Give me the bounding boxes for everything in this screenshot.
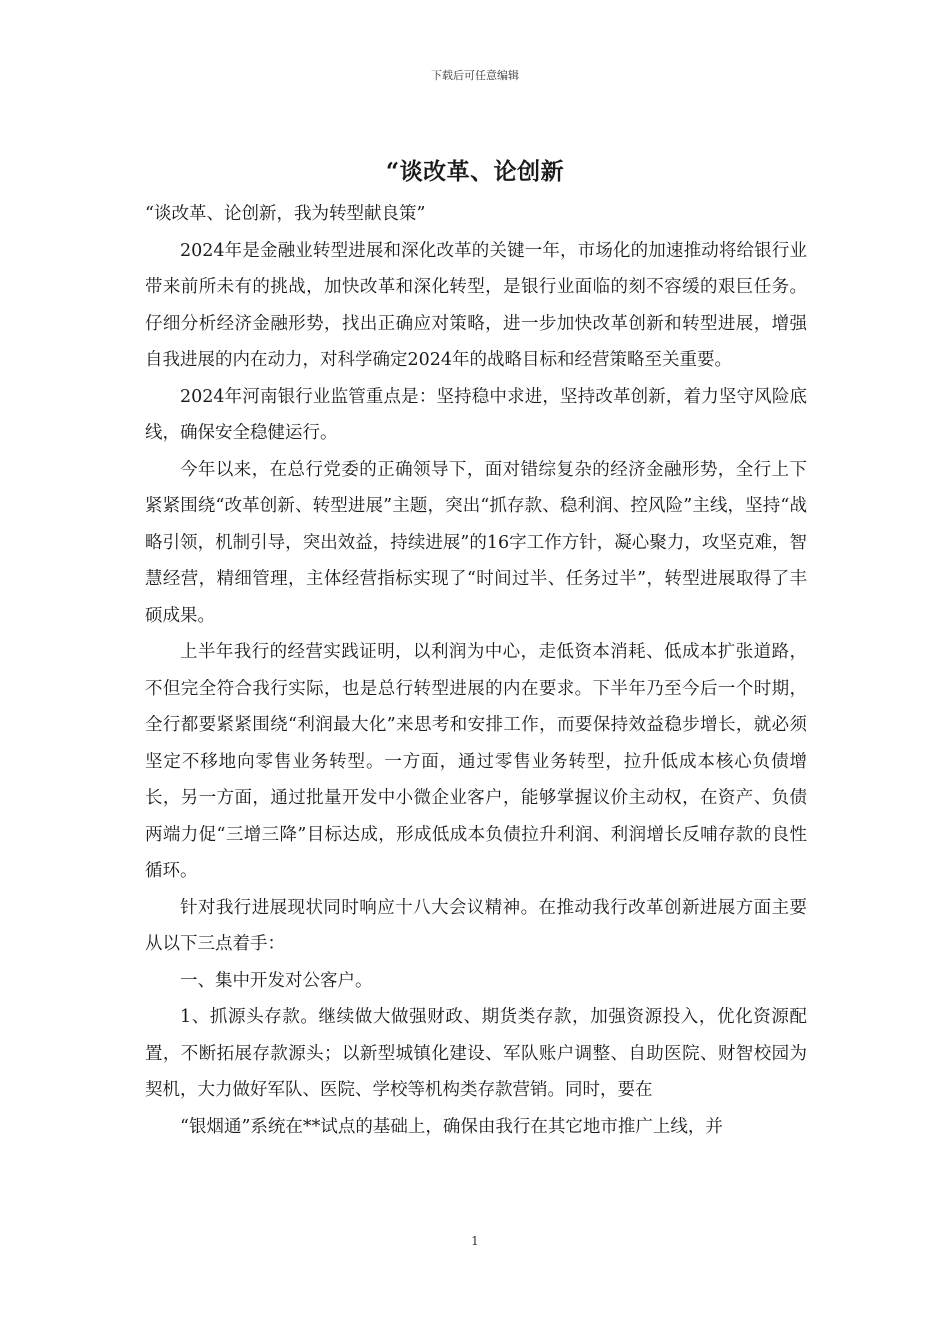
paragraph: 今年以来，在总行党委的正确领导下，面对错综复杂的经济金融形势，全行上下紧紧围绕“改革创新、转型进展”主题，突出“抓存款、稳利润、控风险”主线，坚持“战略引领，机制引导，突出效益，持续进展”的16字工作方针，凝心聚力，攻坚克难，智慧经营，精细管理，主体经营指标实现了“时间过半、任务过半”，转型进展取得了丰硕成果。 bbox=[145, 459, 807, 626]
paragraph: 2024年是金融业转型进展和深化改革的关键一年，市场化的加速推动将给银行业带来前所未有的挑战，加快改革和深化转型，是银行业面临的刻不容缓的艰巨任务。仔细分析经济金融形势，找出正确应对策略，进一步加快改革创新和转型进展，增强自我进展的内在动力，对科学确定2024年的战略目标和经营策略至关重要。 bbox=[145, 240, 807, 370]
document-title: “谈改革、论创新 bbox=[385, 158, 565, 185]
header-note: 下载后可任意编辑 bbox=[431, 69, 519, 82]
paragraph: 针对我行进展现状同时响应十八大会议精神。在推动我行改革创新进展方面主要从以下三点着手： bbox=[145, 897, 807, 954]
paragraph: 2024年河南银行业监管重点是：坚持稳中求进，坚持改革创新，着力坚守风险底线，确保安全稳健运行。 bbox=[145, 386, 807, 443]
paragraph: “银烟通”系统在**试点的基础上，确保由我行在其它地市推广上线，并 bbox=[180, 1116, 723, 1137]
section-heading: 一、集中开发对公客户。 bbox=[180, 970, 373, 991]
paragraph: 上半年我行的经营实践证明，以利润为中心，走低资本消耗、低成本扩张道路，不但完全符合我行实际，也是总行转型进展的内在要求。下半年乃至今后一个时期，全行都要紧紧围绕“利润最大化”来思考和安排工作，而要保持效益稳步增长，就必须坚定不移地向零售业务转型。一方面，通过零售业务转型，拉升低成本核心负债增长，另一方面，通过批量开发中小微企业客户，能够掌握议价主动权，在资产、负债两端力促“三增三降”目标达成，形成低成本负债拉升利润、利润增长反哺存款的良性循环。 bbox=[145, 642, 807, 881]
paragraph-subtitle: “谈改革、论创新，我为转型献良策” bbox=[145, 204, 426, 224]
page-number: 1 bbox=[471, 1234, 479, 1248]
document-body bbox=[145, 196, 807, 1145]
paragraph: 1、抓源头存款。继续做大做强财政、期货类存款，加强资源投入，优化资源配置，不断拓展存款源头；以新型城镇化建设、军队账户调整、自助医院、财智校园为契机，大力做好军队、医院、学校等机构类存款营销。同时，要在 bbox=[145, 1007, 807, 1100]
